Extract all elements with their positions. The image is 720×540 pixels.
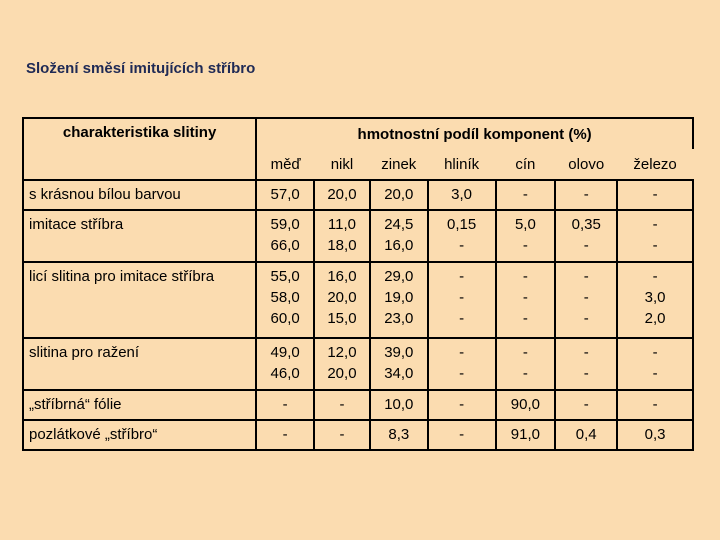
table-cell: - bbox=[555, 180, 617, 210]
table-cell: - bbox=[256, 390, 314, 420]
table-row bbox=[23, 420, 693, 450]
table-cell: 59,0 66,0 bbox=[256, 210, 314, 262]
table-cell: - - bbox=[496, 338, 556, 390]
table-cell: - bbox=[314, 390, 370, 420]
table-row bbox=[23, 338, 693, 390]
table-cell: - - bbox=[617, 210, 693, 262]
column-header: cín bbox=[515, 155, 536, 173]
table-cell: 8,3 bbox=[370, 420, 428, 450]
table-cell: 12,0 20,0 bbox=[314, 338, 370, 390]
table-cell: - bbox=[617, 390, 693, 420]
table-cell: - 3,0 2,0 bbox=[617, 262, 693, 338]
table-cell: - bbox=[428, 390, 496, 420]
column-header: olovo bbox=[568, 155, 605, 173]
table-cell: 0,4 bbox=[555, 420, 617, 450]
table-cell: 20,0 bbox=[314, 180, 370, 210]
table-row bbox=[23, 210, 693, 262]
table-cell: - bbox=[314, 420, 370, 450]
table-cell: 55,0 58,0 60,0 bbox=[256, 262, 314, 338]
row-label: s krásnou bílou barvou bbox=[23, 180, 256, 210]
row-label: „stříbrná“ fólie bbox=[23, 390, 256, 420]
table-cell: 10,0 bbox=[370, 390, 428, 420]
table-cell: 91,0 bbox=[496, 420, 556, 450]
table-cell: - bbox=[617, 180, 693, 210]
table-cell: - - bbox=[555, 338, 617, 390]
table-cell: 90,0 bbox=[496, 390, 556, 420]
row-label: imitace stříbra bbox=[23, 210, 256, 262]
column-header: nikl bbox=[330, 155, 354, 173]
table-cell: 0,3 bbox=[617, 420, 693, 450]
table-cell: - - - bbox=[428, 262, 496, 338]
row-label: licí slitina pro imitace stříbra bbox=[23, 262, 256, 338]
table-row bbox=[23, 180, 693, 210]
table-cell: 24,5 16,0 bbox=[370, 210, 428, 262]
table-row bbox=[23, 262, 693, 338]
table-cell: - - - bbox=[555, 262, 617, 338]
table-row bbox=[23, 390, 693, 420]
table-cell: - - bbox=[428, 338, 496, 390]
column-header: zinek bbox=[381, 155, 417, 173]
table-cell: - - bbox=[617, 338, 693, 390]
table-cell: - bbox=[256, 420, 314, 450]
table-cell: 49,0 46,0 bbox=[256, 338, 314, 390]
slide-title: Složení směsí imitujících stříbro bbox=[26, 60, 256, 77]
row-label: slitina pro ražení bbox=[23, 338, 256, 390]
table-cell: 0,15 - bbox=[428, 210, 496, 262]
table-cell: 11,0 18,0 bbox=[314, 210, 370, 262]
table-cell: - bbox=[496, 180, 556, 210]
component-header: hmotnostní podíl komponent (%) bbox=[256, 118, 693, 149]
table-cell: - bbox=[555, 390, 617, 420]
table-cell: 39,0 34,0 bbox=[370, 338, 428, 390]
characteristic-header: charakteristika slitiny bbox=[23, 118, 256, 180]
row-label: pozlátkové „stříbro“ bbox=[23, 420, 256, 450]
table-cell: - - - bbox=[496, 262, 556, 338]
column-header: hliník bbox=[444, 155, 480, 173]
composition-table bbox=[22, 117, 694, 451]
column-header: měď bbox=[270, 155, 301, 173]
table-cell: 3,0 bbox=[428, 180, 496, 210]
column-header: železo bbox=[633, 155, 677, 173]
table-cell: 0,35 - bbox=[555, 210, 617, 262]
table-cell: - bbox=[428, 420, 496, 450]
table-cell: 5,0 - bbox=[496, 210, 556, 262]
table-cell: 20,0 bbox=[370, 180, 428, 210]
table-cell: 29,0 19,0 23,0 bbox=[370, 262, 428, 338]
table-cell: 57,0 bbox=[256, 180, 314, 210]
table-cell: 16,0 20,0 15,0 bbox=[314, 262, 370, 338]
